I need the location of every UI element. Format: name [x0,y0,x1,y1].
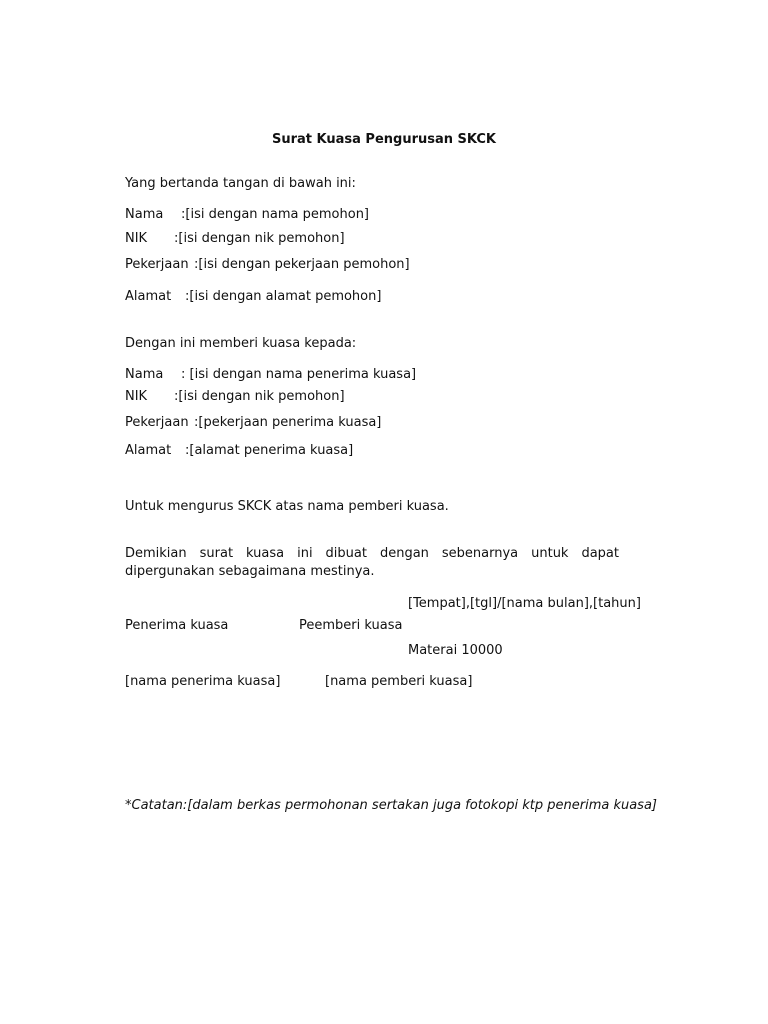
penerima-nik-label: NIK [125,389,148,404]
pemohon-nik-label: NIK [125,231,148,246]
note-text: *Catatan:[dalam berkas permohonan sertakan juga fotokopi ktp penerima kuasa] [125,798,657,813]
penerima-kuasa-name: [nama penerima kuasa] [125,674,281,689]
pemberi-kuasa-name: [nama pemberi kuasa] [325,674,473,689]
place-date: [Tempat],[tgl]/[nama bulan],[tahun] [408,596,641,611]
closing-paragraph: Demikian surat kuasa ini dibuat dengan sebenarnya untuk dapat dipergunakan sebagaimana mestinya. [125,546,619,579]
pemberi-kuasa-label: Peemberi kuasa [299,618,403,633]
purpose-text: Untuk mengurus SKCK atas nama pemberi kuasa. [125,499,449,514]
penerima-pekerjaan-value: :[pekerjaan penerima kuasa] [194,415,382,430]
materai-text: Materai 10000 [408,643,503,658]
penerima-nama-value: : [isi dengan nama penerima kuasa] [181,367,417,382]
document-title: Surat Kuasa Pengurusan SKCK [271,132,497,147]
pemohon-nik-value: :[isi dengan nik pemohon] [174,231,345,246]
pemohon-nama-value: :[isi dengan nama pemohon] [181,207,369,222]
kuasa-intro-text: Dengan ini memberi kuasa kepada: [125,336,357,351]
pemohon-alamat-label: Alamat [125,289,172,304]
penerima-nama-label: Nama [125,367,164,382]
pemohon-nama-label: Nama [125,207,164,222]
penerima-pekerjaan-label: Pekerjaan [125,415,189,430]
pemohon-pekerjaan-label: Pekerjaan [125,257,189,272]
penerima-alamat-label: Alamat [125,443,172,458]
intro-text: Yang bertanda tangan di bawah ini: [125,176,356,191]
penerima-alamat-value: :[alamat penerima kuasa] [185,443,354,458]
pemohon-pekerjaan-value: :[isi dengan pekerjaan pemohon] [194,257,410,272]
pemohon-alamat-value: :[isi dengan alamat pemohon] [185,289,382,304]
penerima-nik-value: :[isi dengan nik pemohon] [174,389,345,404]
penerima-kuasa-label: Penerima kuasa [125,618,229,633]
